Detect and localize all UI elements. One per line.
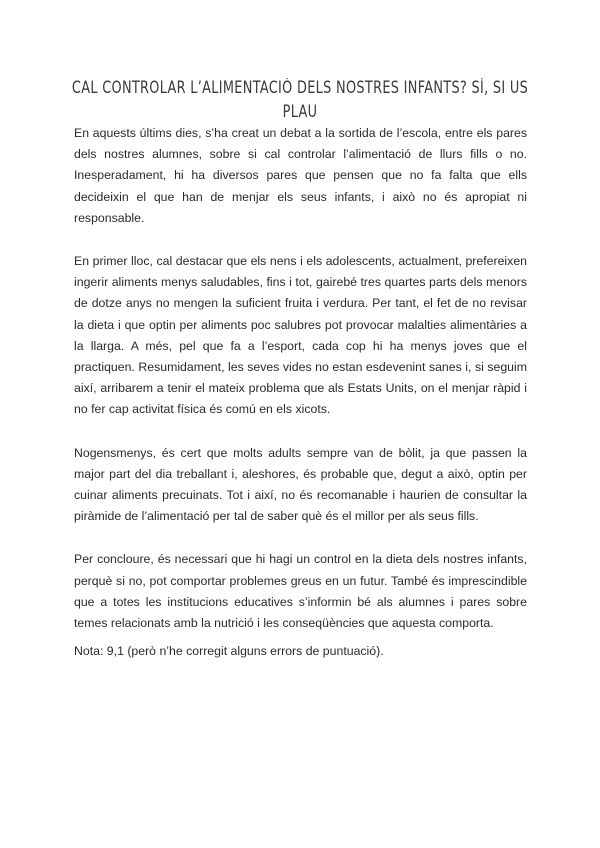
document-title: CAL CONTROLAR L’ALIMENTACIÓ DELS NOSTRES INFANTS? SÍ, SI US PLAU — [71, 78, 529, 121]
paragraph-counter-argument: Nogensmenys, és cert que molts adults sempre van de bòlit, ja que passen la major part del dia treballant i, aleshores, és probable que, degut a això, optin per cuinar aliments precuinats. Tot i així, no és recomanable i haurien de consultar la piràmide de l’alimentació per tal de saber què és el millor per als seus fills. — [74, 445, 527, 524]
paragraph-first-argument: En primer lloc, cal destacar que els nens i els adolescents, actualment, prefereixen ingerir aliments menys saludables, fins i tot, gairebé tres quartes parts dels menors de dotze anys no mengen la suficient fruita i verdura. Per tant, el fet de no revisar la dieta i que optin per aliments poc salubres pot provocar malalties alimentàries a la llarga. A més, pel que fa a l’esport, cada cop hi ha menys joves que el practiquen. Resumidament, les seves vides no estan esdevenint sanes i, si seguim així, arribarem a tenir el mateix problema que als Estats Units, on el menjar ràpid i no fer cap activitat física és comú en els xicots. — [74, 254, 527, 417]
paragraph-intro: En aquests últims dies, s’ha creat un debat a la sortida de l’escola, entre els pares dels nostres alumnes, sobre si cal controlar l’alimentació de llurs fills o no. Inesperadament, hi ha diversos pares que pensen que no fa falta que ells decideixin el que han de menjar els seus infants, i això no és apropiat ni responsable. — [74, 126, 527, 225]
grade-note: Nota: 9,1 (però n’he corregit alguns errors de puntuació). — [74, 644, 384, 658]
document-body — [74, 123, 527, 656]
paragraph-conclusion: Per concloure, és necessari que hi hagi un control en la dieta dels nostres infants, perquè si no, pot comportar problemes greus en un futur. També és imprescindible que a totes les institucions educatives s’informin bé als alumnes i pares sobre temes relacionats amb la nutrició i les conseqüències que aquesta comporta. — [74, 552, 527, 631]
